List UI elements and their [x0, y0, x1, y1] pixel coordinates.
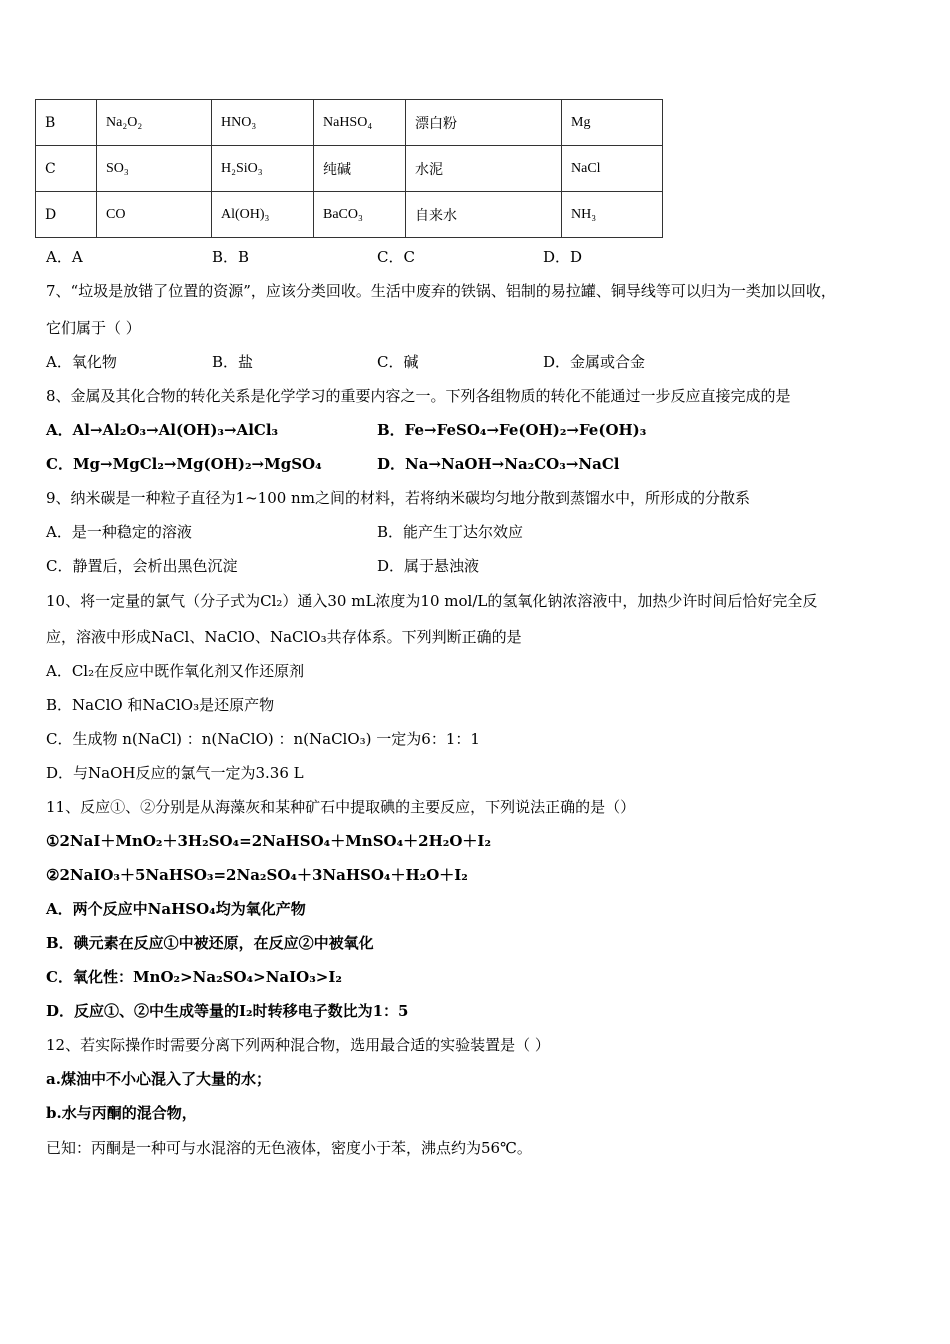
equation-1: ①2NaI＋MnO₂＋3H₂SO₄=2NaHSO₄＋MnSO₄＋2H₂O＋I₂	[46, 832, 492, 850]
table-cell: 漂白粉	[406, 100, 562, 146]
answer-table	[35, 99, 663, 238]
question-10-stem: 10、将一定量的氯气（分子式为Cl₂）通入30 mL浓度为10 mol/L的氢氧化钠浓溶液中，加热少许时间后恰好完全反	[46, 592, 818, 610]
table-cell: Al(OH)₃	[212, 192, 314, 238]
option-c: C．Mg→MgCl₂→Mg(OH)₂→MgSO₄	[46, 455, 322, 473]
table-cell: Na₂O₂	[97, 100, 212, 146]
option-c: C．生成物 n(NaCl) ：n(NaClO) ：n(NaClO₃) 一定为6：1：1	[46, 730, 480, 748]
option-d: D．属于悬浊液	[377, 557, 480, 575]
table-cell: NH₃	[562, 192, 663, 238]
option-a: A．A	[46, 248, 83, 266]
table-cell: C	[36, 146, 97, 192]
table-cell: H₂SiO₃	[212, 146, 314, 192]
table-row	[36, 146, 663, 192]
option-d: D．与NaOH反应的氯气一定为3.36 L	[46, 764, 304, 782]
option-a: A．Al→Al₂O₃→Al(OH)₃→AlCl₃	[46, 421, 279, 439]
option-b: B．碘元素在反应①中被还原，在反应②中被氧化	[46, 934, 374, 952]
table-cell: 自来水	[406, 192, 562, 238]
table-cell: NaHSO₄	[314, 100, 406, 146]
question-11-stem: 11、反应①、②分别是从海藻灰和某种矿石中提取碘的主要反应，下列说法正确的是（）	[46, 798, 636, 816]
question-9-stem: 9、纳米碳是一种粒子直径为1~100 nm之间的材料，若将纳米碳均匀地分散到蒸馏水中，所形成的分散系	[46, 489, 750, 507]
option-c: C．静置后，会析出黑色沉淀	[46, 557, 238, 575]
table-cell: 纯碱	[314, 146, 406, 192]
question-8-stem: 8、金属及其化合物的转化关系是化学学习的重要内容之一。下列各组物质的转化不能通过一步反应直接完成的是	[46, 387, 791, 405]
question-10-stem-cont: 应，溶液中形成NaCl、NaClO、NaClO₃共存体系。下列判断正确的是	[46, 628, 522, 646]
option-d: D．金属或合金	[543, 353, 646, 371]
table-cell: D	[36, 192, 97, 238]
option-c: C．碱	[377, 353, 419, 371]
table-cell: SO₃	[97, 146, 212, 192]
option-b: B．盐	[212, 353, 254, 371]
equation-2: ②2NaIO₃＋5NaHSO₃=2Na₂SO₄＋3NaHSO₄＋H₂O＋I₂	[46, 866, 468, 884]
option-b: B．B	[212, 248, 250, 266]
option-a: A．两个反应中NaHSO₄均为氧化产物	[46, 900, 306, 918]
option-c: C．氧化性：MnO₂>Na₂SO₄>NaIO₃>I₂	[46, 968, 342, 986]
option-c: C．C	[377, 248, 415, 266]
table-cell: CO	[97, 192, 212, 238]
option-d: D．反应①、②中生成等量的I₂时转移电子数比为1：5	[46, 1002, 409, 1020]
option-b: B．能产生丁达尔效应	[377, 523, 524, 541]
mixture-a: a.煤油中不小心混入了大量的水；	[46, 1070, 271, 1088]
table-cell: 水泥	[406, 146, 562, 192]
table-row	[36, 100, 663, 146]
table-cell: HNO₃	[212, 100, 314, 146]
option-a: A．氧化物	[46, 353, 117, 371]
option-b: B．Fe→FeSO₄→Fe(OH)₂→Fe(OH)₃	[377, 421, 647, 439]
option-a: A．Cl₂在反应中既作氧化剂又作还原剂	[46, 662, 305, 680]
option-d: D．D	[543, 248, 583, 266]
known-note: 已知：丙酮是一种可与水混溶的无色液体，密度小于苯，沸点约为56℃。	[46, 1139, 532, 1157]
table-cell: Mg	[562, 100, 663, 146]
table-cell: NaCl	[562, 146, 663, 192]
mixture-b: b.水与丙酮的混合物，	[46, 1104, 197, 1122]
table-cell: BaCO₃	[314, 192, 406, 238]
question-7-stem-cont: 它们属于（ ）	[46, 319, 141, 337]
option-a: A．是一种稳定的溶液	[46, 523, 192, 541]
table-row	[36, 192, 663, 238]
question-12-stem: 12、若实际操作时需要分离下列两种混合物，选用最合适的实验装置是（ ）	[46, 1036, 550, 1054]
option-d: D．Na→NaOH→Na₂CO₃→NaCl	[377, 455, 620, 473]
option-b: B．NaClO 和NaClO₃是还原产物	[46, 696, 275, 714]
table-cell: B	[36, 100, 97, 146]
question-7-stem: 7、“垃圾是放错了位置的资源”，应该分类回收。生活中废弃的铁锅、铝制的易拉罐、铜导线等可以归为一类加以回收，	[46, 282, 836, 300]
